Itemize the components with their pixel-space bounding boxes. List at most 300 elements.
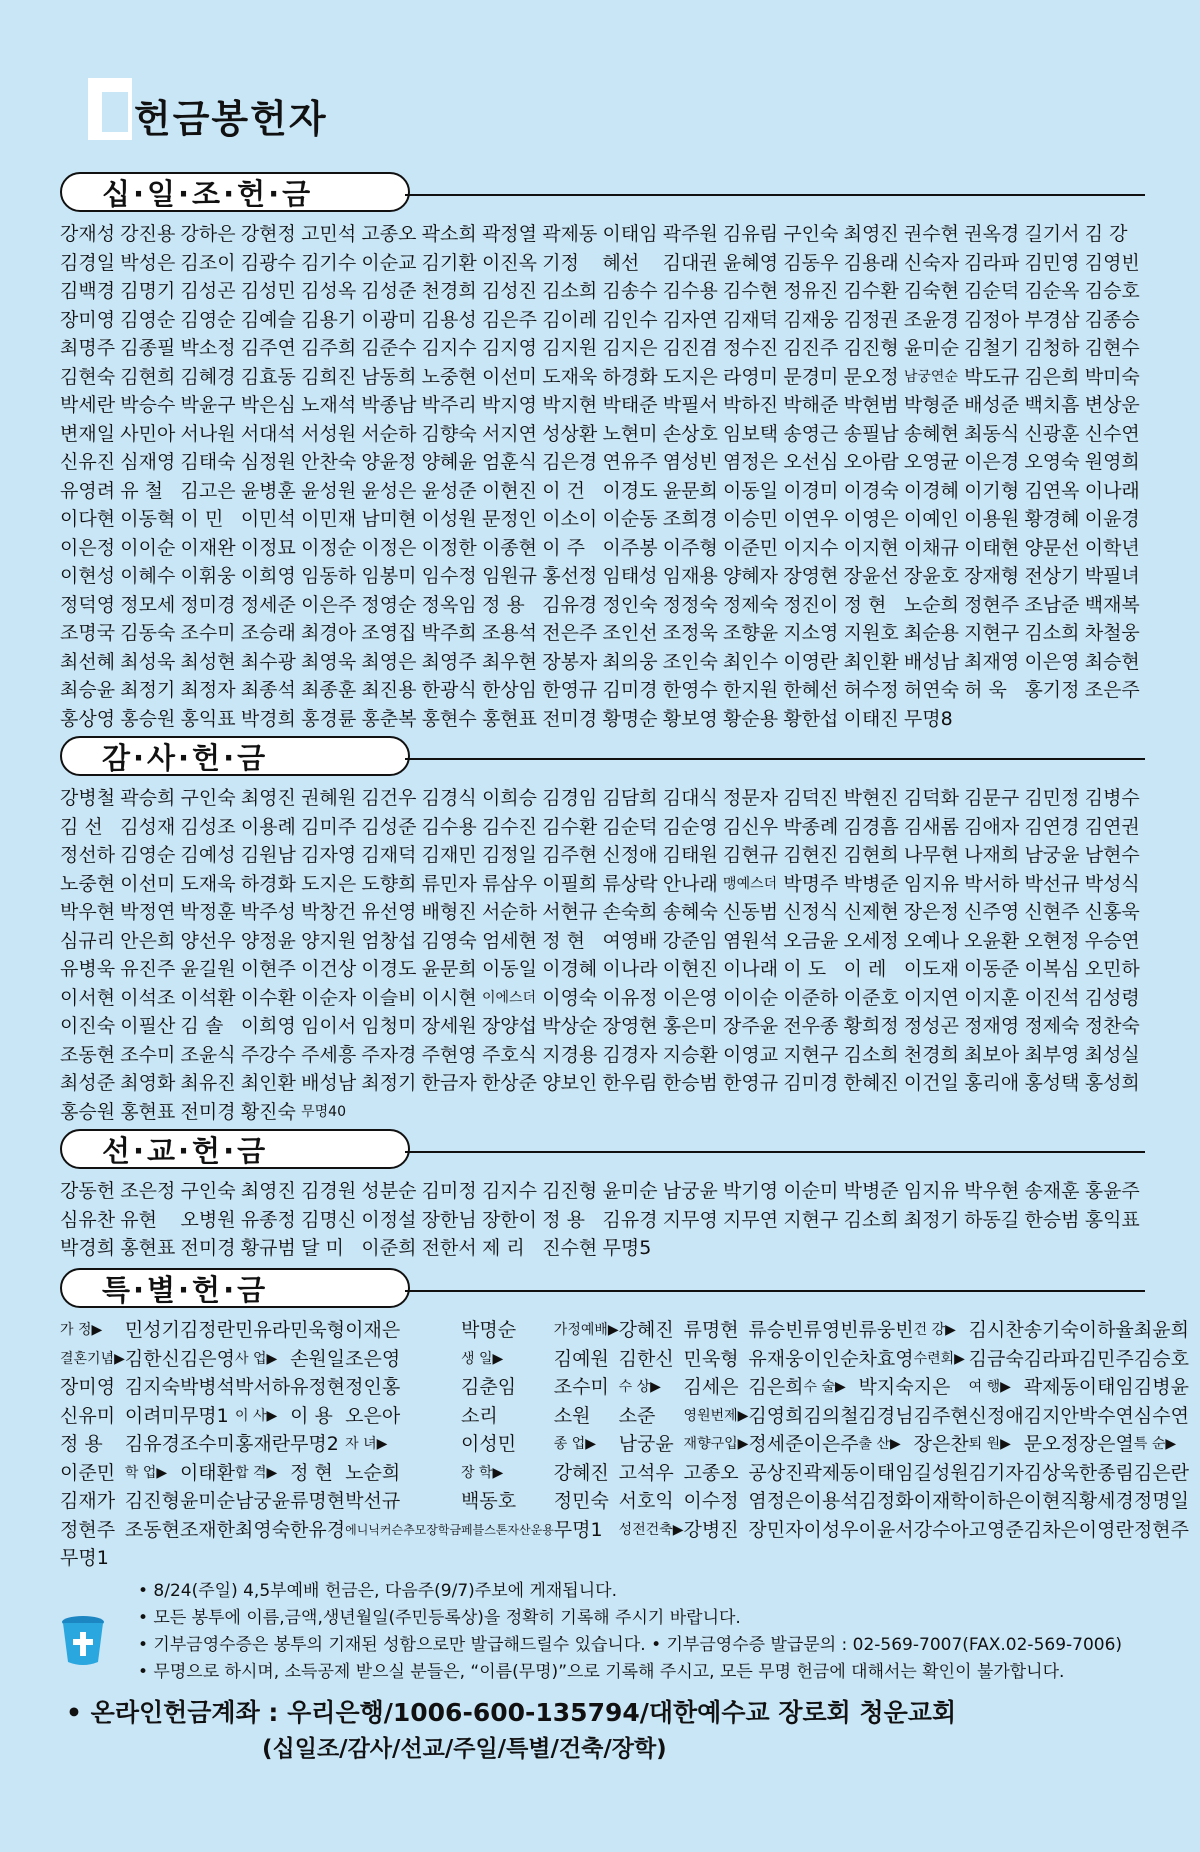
donor-name: 임이서 (301, 1015, 357, 1037)
donor-name: 김경임 (542, 787, 598, 809)
donor-name: 특 순▶ (1133, 1436, 1177, 1452)
donor-name: 김조이 (180, 251, 236, 274)
donor-name: 이휘웅 (180, 565, 236, 587)
donor-name: 양지원 (301, 929, 357, 952)
donor-name: 송재훈 (1024, 1180, 1080, 1202)
donor-name: 이건일 (903, 1072, 959, 1094)
donor-name: 류삼우 (481, 872, 537, 895)
donor-name: 박현범 (843, 394, 899, 416)
donor-name: 김민정 (1024, 787, 1080, 809)
donor-name: 최윤희 (1133, 1319, 1189, 1341)
donor-name: 남궁연순 (903, 368, 958, 385)
donor-name: 유진주 (120, 958, 176, 980)
donor-name: 수 술▶ (803, 1379, 846, 1395)
donor-name: 심유찬 (60, 1208, 116, 1231)
donor-name: 정모세 (120, 593, 176, 616)
donor-name: 김덕진 (783, 787, 839, 809)
donor-name: 김춘임 (461, 1376, 517, 1398)
donor-name: 정 용 (481, 593, 525, 616)
donor-name: 이민석 (240, 508, 296, 530)
donor-name: 최영화 (120, 1072, 176, 1094)
donor-name: 박미숙 (1084, 365, 1140, 388)
donor-name: 홍경륜 (301, 707, 357, 730)
donor-name: 배성준 (964, 394, 1020, 416)
donor-name: 이진숙 (60, 1015, 116, 1037)
donor-name: 김영숙 (421, 929, 477, 952)
donor-name: 부경삼 (1024, 308, 1080, 331)
donor-name: 이나래 (723, 958, 779, 980)
donor-name: 이은주 (301, 593, 357, 616)
donor-name: 임지유 (903, 1180, 959, 1202)
donor-name: 이동준 (964, 958, 1020, 980)
donor-name: 김순옥 (1024, 280, 1080, 302)
donor-name: 성상환 (542, 422, 598, 445)
donor-name: 김라파 (1023, 1347, 1079, 1370)
note-line: • 기부금영수증은 봉투의 기재된 성함으로만 발급해드릴수 있습니다. • 기부금영수증 발급문의 : 02-569-7007(FAX.02-569-7006) (138, 1635, 1123, 1655)
donor-name: 정인홍 (345, 1376, 401, 1398)
donor-name: 이 민 (180, 508, 224, 530)
donor-name: 송혜숙 (662, 901, 718, 923)
donor-name: 유영려 (60, 479, 116, 502)
donor-name: 최의웅 (602, 650, 658, 673)
donor-name: 송혜현 (903, 422, 959, 445)
donor-name: 남궁윤 (1024, 844, 1080, 866)
donor-name: 홍승원 (120, 707, 176, 730)
donor-name: 한승범 (662, 1072, 718, 1094)
donor-name: 김지수 (481, 1180, 537, 1202)
donor-name: 장미영 (60, 1376, 116, 1398)
account-info: • 온라인헌금계좌 : 우리은행/1006-600-135794/대한예수교 장로회 청운교회 (66, 1698, 957, 1727)
donor-name: 이태환 (179, 1461, 235, 1484)
donor-name: 전우종 (783, 1015, 839, 1037)
donor-list (60, 784, 1145, 1126)
donor-name: 박기영 (723, 1180, 779, 1202)
donor-name: 이유정 (602, 986, 658, 1009)
note-line: • 무명으로 하시며, 소득공제 받으실 분들은, “이름(무명)”으로 기록해 주시고, 모든 무명 헌금에 대해서는 확인이 불가합니다. (138, 1662, 1065, 1682)
donor-name: 황경혜 (1024, 508, 1080, 530)
donor-name: 최승현 (1084, 650, 1140, 673)
donor-name: 이선미 (481, 365, 537, 388)
donor-name: 장세원 (421, 1015, 477, 1037)
donor-name: 김자영 (301, 844, 357, 866)
donor-name: 이은경 (964, 451, 1020, 473)
donor-name: 퇴 원▶ (968, 1436, 1011, 1452)
donor-name: 김재웅 (783, 308, 839, 331)
donor-name: 박승수 (120, 394, 176, 416)
donor-name: 이진석 (1024, 986, 1080, 1009)
donor-name: 최영주 (421, 650, 477, 673)
donor-name: 이태임 (858, 1461, 914, 1484)
donor-name: 김한신 (124, 1347, 180, 1370)
donor-name: 김주희 (301, 337, 357, 359)
donor-name: 홍은미 (662, 1015, 718, 1037)
donor-name: 박병준 (843, 1180, 899, 1202)
donor-name: 김명기 (120, 280, 176, 302)
donor-name: 무명1 (179, 1404, 229, 1427)
account-categories: (십일조/감사/선교/주일/특별/건축/장학) (262, 1736, 667, 1762)
donor-name: 김광수 (240, 251, 296, 274)
donor-name: 김기수 (301, 251, 357, 274)
donor-name: 노재석 (301, 394, 357, 416)
donor-name: 류영빈 (803, 1319, 859, 1341)
donor-name: 페블스톤자산운용 (461, 1522, 554, 1537)
donor-name: 장윤선 (843, 565, 899, 587)
donor-name: 최성욱 (120, 650, 176, 673)
donor-name: 라영미 (723, 365, 779, 388)
donor-name: 박주성 (240, 901, 296, 923)
donor-name: 천경희 (903, 1043, 959, 1066)
donor-name: 김예원 (553, 1347, 609, 1370)
donor-name: 김 선 (60, 815, 103, 838)
donor-name: 원영희 (1084, 451, 1140, 473)
donor-name: 박현진 (843, 787, 899, 809)
donor-name: 이희승 (481, 787, 537, 809)
donor-name: 김기자 (968, 1461, 1024, 1484)
donor-name: 영원번제▶ (683, 1407, 749, 1424)
donor-name: 장봉자 (542, 650, 598, 673)
donor-name: 이재은 (345, 1319, 401, 1341)
donor-name: 조명국 (60, 622, 116, 644)
donor-name: 윤병훈 (240, 479, 296, 502)
donor-name: 홍익표 (180, 707, 236, 730)
donor-name: 공상진 (748, 1461, 804, 1484)
donor-name: 강혜진 (618, 1319, 674, 1341)
donor-name: 김종승 (1084, 308, 1140, 331)
donor-name: 민욱형 (290, 1319, 346, 1341)
donor-name: 임봉미 (361, 565, 417, 587)
donor-name: 장재형 (964, 565, 1020, 587)
donor-name: 최정기 (361, 1072, 417, 1094)
donor-name: 김지원 (542, 337, 598, 359)
donor-name: 이학년 (1084, 536, 1140, 559)
donor-name: 무명2 (290, 1433, 339, 1455)
donor-name: 권수현 (903, 223, 959, 245)
donor-name: 무명1 (553, 1518, 603, 1541)
donor-name: 최영은 (361, 650, 417, 673)
donor-name: 양혜윤 (421, 451, 477, 473)
donor-name: 박서하 (964, 872, 1020, 895)
donor-name: 윤성원 (301, 479, 357, 502)
donor-name: 윤길원 (180, 958, 236, 980)
donor-name: 조은정 (120, 1180, 176, 1202)
donor-name: 염성빈 (662, 451, 718, 473)
donor-name: 이 용 (290, 1404, 333, 1427)
donor-name: 장주윤 (723, 1015, 779, 1037)
donor-name: 박지숙 (858, 1376, 914, 1398)
donor-name: 여영배 (602, 929, 658, 952)
donor-name: 김지숙 (124, 1376, 180, 1398)
donor-name: 배성남 (301, 1072, 357, 1094)
donor-name: 서나원 (180, 422, 236, 445)
donor-name: 정 현 (843, 593, 887, 616)
donor-name: 한상임 (481, 679, 537, 701)
donor-name: 김용래 (843, 251, 899, 274)
donor-name: 강진용 (120, 223, 176, 245)
donor-name: 이현직 (1023, 1490, 1079, 1512)
donor-name: 이현성 (60, 565, 116, 587)
donor-name: 이경혜 (903, 479, 959, 502)
donor-name: 이태임 (1078, 1376, 1134, 1398)
donor-name: 손원일 (290, 1347, 346, 1370)
donor-name: 박지영 (481, 394, 537, 416)
donor-name: 김재민 (421, 844, 477, 866)
donor-name: 박상순 (542, 1015, 598, 1037)
donor-name: 고민석 (301, 223, 357, 245)
donor-name: 최영욱 (301, 650, 357, 673)
section-header (60, 172, 1145, 214)
donor-name: 지현구 (783, 1208, 839, 1231)
donor-name: 임지유 (903, 872, 959, 895)
donor-name: 오민하 (1084, 958, 1140, 980)
donor-name: 김경식 (421, 787, 477, 809)
donor-name: 고석우 (618, 1461, 674, 1484)
donor-name: 김고은 (180, 479, 236, 502)
donor-name: 전은주 (542, 622, 598, 644)
donor-name: 이주형 (662, 536, 718, 559)
donor-name: 박종남 (361, 394, 417, 416)
donor-name: 신제현 (843, 901, 899, 923)
donor-name: 송필남 (843, 422, 899, 445)
donor-name: 천경희 (421, 280, 477, 302)
donor-name: 박지현 (542, 394, 598, 416)
section-divider (405, 1151, 1145, 1153)
donor-name: 이이순 (723, 986, 779, 1009)
donor-name: 전상기 (1024, 565, 1080, 587)
donor-name: 박병준 (843, 872, 899, 895)
donor-name: 김유경 (542, 593, 598, 616)
donor-name: 이시현 (421, 986, 477, 1009)
donor-name: 조윤식 (180, 1043, 236, 1066)
donor-name: 박명순 (461, 1319, 517, 1341)
donor-name: 양혜자 (723, 565, 779, 587)
donor-name: 구인숙 (783, 223, 839, 245)
donor-name: 노순희 (345, 1461, 401, 1484)
section-title: 감·사·헌·금 (60, 736, 410, 776)
donor-name: 최유진 (180, 1072, 236, 1094)
donor-name: 김효동 (240, 365, 296, 388)
donor-name: 이필희 (542, 872, 598, 895)
donor-name: 정제숙 (1024, 1015, 1080, 1037)
section-title: 십·일·조·헌·금 (60, 172, 410, 212)
donor-name: 김성진 (481, 280, 537, 302)
donor-name: 윤미순 (179, 1490, 235, 1512)
donor-name: 김재가 (60, 1490, 116, 1512)
donor-name: 이경미 (783, 479, 839, 502)
donor-name: 김수환 (542, 815, 598, 838)
donor-name: 이민재 (301, 508, 357, 530)
donor-name: 수 상▶ (618, 1379, 661, 1395)
donor-name: 최선혜 (60, 650, 116, 673)
donor-name: 김진형 (843, 337, 899, 359)
donor-name: 김현희 (120, 365, 176, 388)
donor-name: 허수정 (843, 679, 899, 701)
donor-name: 강혜진 (553, 1461, 609, 1484)
donor-name: 우승연 (1084, 929, 1140, 952)
offering-basket-icon (60, 1614, 106, 1666)
notes-block (60, 1578, 1180, 1686)
donor-name: 강병진 (683, 1518, 739, 1541)
donor-name: 박필서 (662, 394, 718, 416)
donor-name: 이준하 (783, 986, 839, 1009)
donor-name: 가 정▶ (60, 1322, 103, 1338)
donor-name: 양정윤 (240, 929, 296, 952)
donor-name: 주현영 (421, 1043, 477, 1066)
section-header (60, 1129, 1145, 1171)
donor-name: 박정연 (120, 901, 176, 923)
donor-name: 권옥경 (964, 223, 1020, 245)
donor-name: 이현진 (481, 479, 537, 502)
donor-list (60, 1316, 1189, 1573)
donor-name: 문오정 (1023, 1433, 1079, 1455)
donor-name: 도재욱 (180, 872, 236, 895)
donor-name: 이영교 (723, 1043, 779, 1066)
donor-name: 박명주 (783, 872, 839, 895)
donor-name: 이윤경 (1084, 508, 1140, 530)
donor-name: 수련회▶ (913, 1350, 965, 1367)
donor-name: 김은주 (481, 308, 537, 331)
donor-name: 달 미 (301, 1237, 344, 1259)
donor-name: 김병윤 (1133, 1376, 1189, 1398)
donor-name: 김미주 (301, 815, 357, 838)
donor-name: 이석환 (180, 986, 236, 1009)
donor-name: 강준임 (662, 929, 718, 952)
donor-name: 조동현 (60, 1043, 116, 1066)
donor-name: 정현주 (60, 1518, 116, 1541)
donor-name: 이동일 (481, 958, 537, 980)
donor-name: 엄훈식 (481, 451, 537, 473)
donor-name: 강하은 (180, 223, 236, 245)
donor-name: 지경용 (542, 1043, 598, 1066)
donor-name: 학 업▶ (124, 1464, 168, 1481)
donor-name: 김경흠 (843, 815, 899, 838)
donor-name: 류웅빈 (858, 1319, 914, 1341)
donor-name: 박정훈 (180, 901, 236, 923)
donor-name: 김진주 (783, 337, 839, 359)
donor-name: 김용기 (301, 308, 357, 331)
donor-name: 박태준 (602, 394, 658, 416)
donor-name: 서호익 (618, 1490, 674, 1512)
donor-name: 이태임 (602, 223, 658, 245)
donor-name: 양보인 (542, 1072, 598, 1094)
donor-name: 차효영 (858, 1347, 914, 1370)
donor-name: 염정은 (723, 451, 779, 473)
donor-name: 조승래 (240, 622, 296, 644)
donor-name: 신주영 (964, 901, 1020, 923)
donor-name: 백치흠 (1024, 394, 1080, 416)
donor-name: 이경숙 (843, 479, 899, 502)
donor-name: 최인환 (843, 650, 899, 673)
donor-name: 박필녀 (1084, 565, 1140, 587)
donor-name: 정미경 (180, 593, 236, 616)
donor-name: 구인숙 (180, 787, 236, 809)
donor-name: 장은열 (1078, 1433, 1134, 1455)
donor-name: 한혜진 (843, 1072, 899, 1094)
donor-name: 김정권 (843, 308, 899, 331)
donor-name: 김미경 (783, 1072, 839, 1094)
donor-name: 김한신 (618, 1347, 674, 1370)
donor-name: 김수진 (481, 815, 537, 838)
donor-name: 김경님 (858, 1404, 914, 1427)
donor-name: 제 리 (481, 1237, 525, 1259)
donor-name: 김현수 (1084, 337, 1140, 359)
donor-name: 박은심 (240, 394, 296, 416)
donor-name: 서지연 (481, 422, 537, 445)
donor-name: 박성은 (120, 251, 176, 274)
donor-name: 지무영 (662, 1208, 718, 1231)
donor-name: 한금자 (421, 1072, 477, 1094)
donor-name: 하동길 (964, 1208, 1020, 1231)
donor-name: 소원 (553, 1404, 591, 1427)
donor-name: 남동희 (361, 365, 417, 388)
donor-name: 박우현 (964, 1180, 1020, 1202)
donor-name: 김준수 (361, 337, 417, 359)
donor-name: 정제숙 (723, 593, 779, 616)
donor-name: 민성기 (124, 1319, 180, 1341)
donor-name: 김예슬 (240, 308, 296, 331)
donor-name: 혜선 (602, 251, 640, 274)
donor-name: 장 학▶ (461, 1464, 504, 1481)
donor-name: 정덕영 (60, 593, 116, 616)
donor-name: 정명일 (1133, 1490, 1189, 1512)
donor-name: 이순교 (361, 251, 417, 274)
donor-name: 백재복 (1084, 593, 1140, 616)
donor-name: 김송수 (602, 280, 658, 302)
donor-name: 김순덕 (602, 815, 658, 838)
donor-name: 이승민 (723, 508, 779, 530)
donor-name: 주세흥 (301, 1043, 357, 1066)
donor-name: 박도규 (964, 365, 1020, 388)
donor-name: 안은희 (120, 929, 176, 952)
donor-name: 최진용 (361, 679, 417, 701)
donor-name: 맹예스더 (723, 875, 778, 892)
donor-name: 이예인 (903, 508, 959, 530)
donor-name: 이혜수 (120, 565, 176, 587)
donor-name: 홍성택 (1024, 1072, 1080, 1094)
donor-list (60, 220, 1145, 733)
donor-name: 무명1 (60, 1547, 109, 1569)
donor-name: 백동호 (461, 1490, 517, 1512)
donor-name: 이 건 (542, 479, 585, 502)
donor-name: 신광훈 (1024, 422, 1080, 445)
donor-name: 김철기 (964, 337, 1020, 359)
donor-name: 재향구입▶ (683, 1436, 749, 1452)
donor-name: 이성우 (803, 1518, 859, 1541)
donor-name: 서성원 (301, 422, 357, 445)
donor-name: 강수아 (913, 1518, 969, 1541)
donor-name: 김동우 (783, 251, 839, 274)
donor-name: 김자연 (662, 308, 718, 331)
title-square-icon (88, 78, 132, 140)
donor-name: 전미경 (542, 707, 598, 730)
donor-name: 김영순 (120, 308, 176, 331)
donor-name: 김수현 (723, 280, 779, 302)
donor-name: 오윤환 (964, 929, 1020, 952)
donor-name: 이영란 (1078, 1518, 1134, 1541)
donor-name: 김종필 (120, 337, 176, 359)
donor-name: 이선미 (120, 872, 176, 895)
donor-name: 조수미 (179, 1433, 235, 1455)
donor-name: 김지은 (602, 337, 658, 359)
donor-name: 종 업▶ (553, 1436, 597, 1452)
donor-name: 이동일 (723, 479, 779, 502)
donor-name: 김태원 (662, 844, 718, 866)
donor-name: 이다현 (60, 508, 116, 530)
donor-name: 엄세현 (481, 929, 537, 952)
donor-name: 김차은 (1023, 1518, 1079, 1541)
donor-name: 황규범 (240, 1237, 296, 1259)
donor-name: 최동식 (964, 422, 1020, 445)
donor-name: 나재희 (964, 844, 1020, 866)
